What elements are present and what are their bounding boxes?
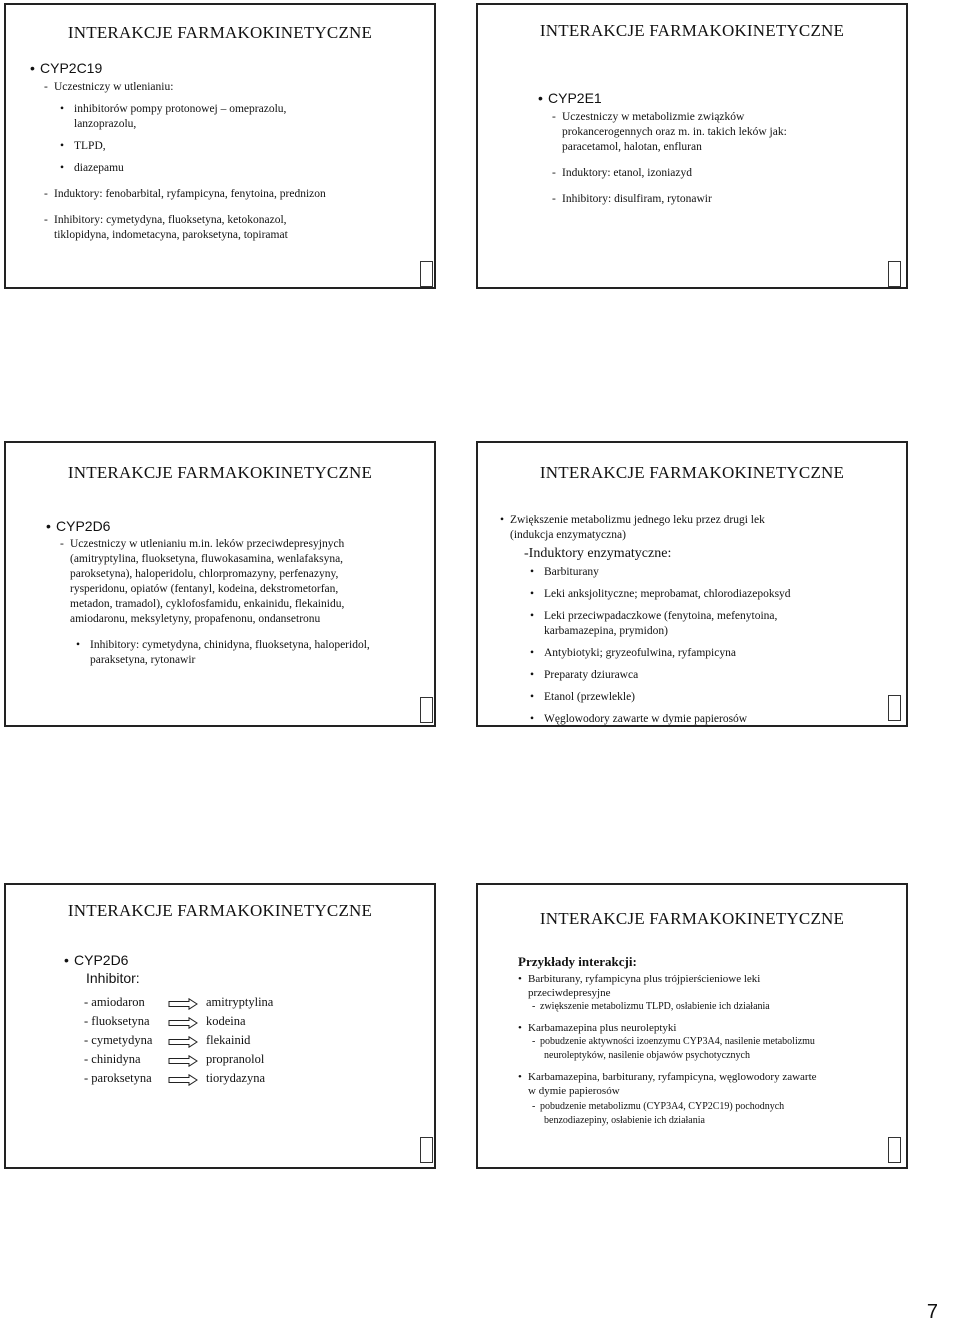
- list-item: • Karbamazepina plus neuroleptyki: [518, 1021, 904, 1035]
- list-item: • Inhibitory: cymetydyna, chinidyna, fluoksetyna, haloperidol,: [46, 638, 436, 653]
- slide-title: INTERAKCJE FARMAKOKINETYCZNE: [539, 463, 845, 482]
- list-item: • Preparaty dziurawca: [500, 668, 900, 683]
- slide-body: [64, 951, 404, 1090]
- slide-body: [500, 513, 900, 727]
- slide-title: INTERAKCJE FARMAKOKINETYCZNE: [539, 909, 845, 928]
- enzyme-heading: • CYP2D6: [46, 517, 436, 535]
- list-item: - Induktory: fenobarbital, ryfampicyna, fenytoina, prednizon: [30, 187, 430, 202]
- slide-body: [518, 955, 904, 1128]
- section-heading: Przykłady interakcji:: [518, 954, 637, 969]
- list-item: prokancerogennych oraz m. in. takich leków jak:: [562, 126, 787, 138]
- enzyme-heading: • CYP2C19: [30, 59, 430, 77]
- list-item: amiodaronu, meksyletyny, propafenonu, ondansetronu: [70, 613, 321, 625]
- arrow-right-icon: [168, 998, 198, 1010]
- slide-title: INTERAKCJE FARMAKOKINETYCZNE: [67, 463, 373, 482]
- list-item: - Uczestniczy w utlenianiu m.in. leków przeciwdepresyjnych: [46, 537, 436, 552]
- list-item: • Barbiturany: [500, 565, 900, 580]
- slide-enzyme-induction: [476, 441, 908, 727]
- list-item: • Zwiększenie metabolizmu jednego leku przez drugi lek: [500, 513, 900, 528]
- list-item-detail: - pobudzenie metabolizmu (CYP3A4, CYP2C19) pochodnych: [518, 1100, 904, 1114]
- list-item: - Uczestniczy w utlenianiu:: [30, 80, 430, 95]
- interaction-row: [64, 995, 404, 1014]
- list-item: • Antybiotyki; gryzeofulwina, ryfampicyna: [500, 646, 900, 661]
- slide-cyp2e1: [476, 3, 908, 289]
- list-item: - Uczestniczy w metabolizmie związków: [538, 110, 898, 125]
- list-item: metadon, tramadol), cyklofosfamidu, enkainidu, flekainidu,: [70, 598, 345, 610]
- list-item: • Leki anksjolityczne; meprobamat, chlorodiazepoksyd: [500, 587, 900, 602]
- interaction-row: [64, 1033, 404, 1052]
- list-item-detail: benzodiazepiny, osłabienie ich działania: [544, 1115, 705, 1126]
- slide-interaction-examples: [476, 883, 908, 1169]
- section-heading: -Induktory enzymatyczne:: [524, 546, 672, 561]
- list-item: przeciwdepresyjne: [528, 987, 611, 999]
- interaction-row: [64, 1052, 404, 1071]
- corner-mark: [888, 1137, 901, 1163]
- list-item: (indukcja enzymatyczna): [510, 529, 626, 541]
- list-item: paroksetyna), haloperidolu, chlorpromazyny, perfenazyny,: [70, 568, 339, 580]
- list-item: paraksetyna, rytonawir: [90, 654, 196, 666]
- slide-body: [30, 59, 430, 243]
- substrate-drug: propranolol: [206, 1052, 265, 1066]
- list-item: • diazepamu: [30, 161, 430, 176]
- list-item: • TLPD,: [30, 139, 430, 154]
- list-item: • Karbamazepina, barbiturany, ryfampicyna, węglowodory zawarte: [518, 1070, 904, 1084]
- interaction-row: [64, 1014, 404, 1033]
- list-item-detail: - zwiększenie metabolizmu TLPD, osłabienie ich działania: [518, 1000, 904, 1014]
- list-item: paracetamol, halotan, enfluran: [562, 141, 702, 153]
- arrow-right-icon: [168, 1017, 198, 1029]
- inhibitor-drug: - fluoksetyna: [84, 1014, 150, 1028]
- arrow-right-icon: [168, 1036, 198, 1048]
- inhibitor-label: Inhibitor:: [86, 970, 140, 986]
- slide-cyp2d6-substrates: [4, 441, 436, 727]
- arrow-right-icon: [168, 1074, 198, 1086]
- slide-title: INTERAKCJE FARMAKOKINETYCZNE: [539, 21, 845, 40]
- slide-title: INTERAKCJE FARMAKOKINETYCZNE: [67, 23, 373, 42]
- substrate-drug: tiorydazyna: [206, 1071, 266, 1085]
- inhibitor-drug: - cymetydyna: [84, 1033, 153, 1047]
- page-number: 7: [926, 1301, 938, 1323]
- inhibitor-drug: - amiodaron: [84, 995, 145, 1009]
- list-item: - Induktory: etanol, izoniazyd: [538, 166, 898, 181]
- corner-mark: [420, 1137, 433, 1163]
- inhibitor-drug: - chinidyna: [84, 1052, 141, 1066]
- list-item: (amitryptylina, fluoksetyna, fluwokasamina, wenlafaksyna,: [70, 553, 344, 565]
- list-item: • Węglowodory zawarte w dymie papierosów: [500, 712, 900, 727]
- list-item: lanzoprazolu,: [74, 118, 137, 130]
- list-item: - Inhibitory: cymetydyna, fluoksetyna, ketokonazol,: [30, 213, 430, 228]
- list-item: • Barbiturany, ryfampicyna plus trójpierścieniowe leki: [518, 972, 904, 986]
- list-item: tiklopidyna, indometacyna, paroksetyna, topiramat: [54, 229, 288, 241]
- arrow-right-icon: [168, 1055, 198, 1067]
- list-item: • Etanol (przewlekle): [500, 690, 900, 705]
- enzyme-heading: • CYP2D6: [64, 951, 404, 969]
- list-item: • inhibitorów pompy protonowej – omeprazolu,: [30, 102, 430, 117]
- list-item: rysperidonu, opiatów (fentanyl, kodeina, dekstrometorfan,: [70, 583, 339, 595]
- list-item: w dymie papierosów: [528, 1085, 620, 1097]
- corner-mark: [420, 261, 433, 287]
- inhibitor-drug: - paroksetyna: [84, 1071, 152, 1085]
- substrate-drug: kodeina: [206, 1014, 246, 1028]
- substrate-drug: flekainid: [206, 1033, 251, 1047]
- list-item-detail: neuroleptyków, nasilenie objawów psychotycznych: [544, 1050, 750, 1061]
- corner-mark: [420, 697, 433, 723]
- corner-mark: [888, 695, 901, 721]
- slide-title: INTERAKCJE FARMAKOKINETYCZNE: [67, 901, 373, 920]
- corner-mark: [888, 261, 901, 287]
- substrate-drug: amitryptylina: [206, 995, 274, 1009]
- slide-cyp2c19: [4, 3, 436, 289]
- enzyme-heading: • CYP2E1: [538, 89, 898, 107]
- list-item: karbamazepina, prymidon): [544, 625, 668, 637]
- slide-body: [46, 517, 436, 668]
- list-item: - Inhibitory: disulfiram, rytonawir: [538, 192, 898, 207]
- interaction-row: [64, 1071, 404, 1090]
- slide-body: [538, 89, 898, 207]
- slide-cyp2d6-inhibitors: [4, 883, 436, 1169]
- list-item: • Leki przeciwpadaczkowe (fenytoina, mefenytoina,: [500, 609, 900, 624]
- list-item-detail: - pobudzenie aktywności izoenzymu CYP3A4, nasilenie metabolizmu: [518, 1035, 904, 1049]
